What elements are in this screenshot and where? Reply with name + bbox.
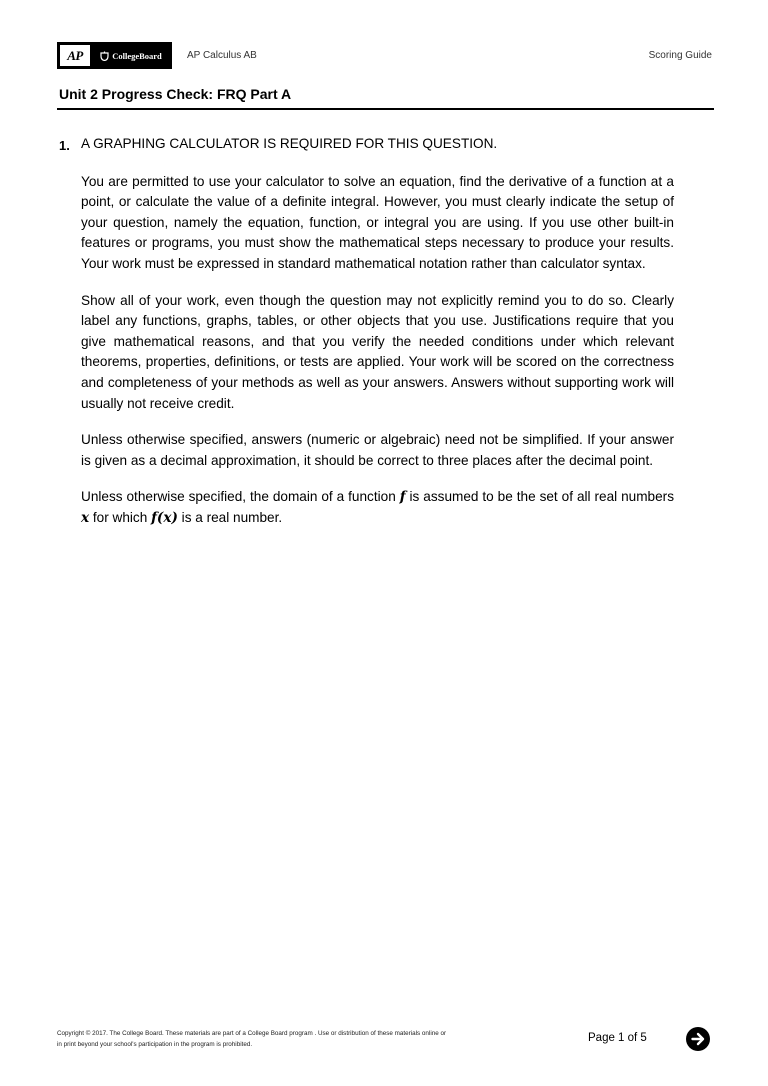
page-title: Unit 2 Progress Check: FRQ Part A <box>59 86 292 102</box>
title-divider <box>57 108 714 110</box>
copyright-line-1: Copyright © 2017. The College Board. These materials are part of a College Board program . Use or distribution of these materials online or <box>57 1030 447 1037</box>
math-f: f <box>399 489 406 506</box>
question-number: 1. <box>59 138 70 153</box>
acorn-icon <box>100 51 109 61</box>
domain-text-4: is a real number. <box>177 509 283 525</box>
scoring-guide-label: Scoring Guide <box>648 50 712 61</box>
copyright-notice <box>57 1029 487 1050</box>
domain-paragraph <box>81 487 674 528</box>
ap-college-board-logo <box>57 42 172 69</box>
calculator-paragraph: You are permitted to use your calculator to solve an equation, find the derivative of a function at a point, or calculate the value of a definite integral. However, you must clearly indicate the setup of your question, namely the equation, function, or integral you are using. If you use other built-in features or programs, you must show the mathematical steps necessary to produce your results. Your work must be expressed in standard mathematical notation rather than calculator syntax. <box>81 173 674 271</box>
arrow-right-circle-icon <box>690 1031 706 1047</box>
college-board-text: CollegeBoard <box>112 50 162 61</box>
next-page-button[interactable] <box>686 1027 710 1051</box>
show-work-paragraph: Show all of your work, even though the question may not explicitly remind you to do so. Clearly label any functions, graphs, tables, or other objects that you use. Justifications require that you give mathematical reasons, and that you verify the needed conditions under which relevant theorems, properties, definitions, or tests are applied. Your work will be scored on the correctness and completeness of your methods as well as your answers. Answers without supporting work will usually not receive credit. <box>81 292 674 411</box>
course-name: AP Calculus AB <box>187 50 257 61</box>
math-f-of-x: f(x) <box>151 509 178 526</box>
college-board-wordmark <box>90 42 172 69</box>
math-x: x <box>81 509 90 526</box>
domain-text-2: is assumed to be the set of all real numbers <box>405 489 674 505</box>
copyright-line-2: in print beyond your school's participation in the program is prohibited. <box>57 1040 253 1048</box>
calculator-instruction: A GRAPHING CALCULATOR IS REQUIRED FOR THIS QUESTION. <box>81 136 498 151</box>
question-body <box>81 134 674 545</box>
domain-text-1: Unless otherwise specified, the domain of a function <box>81 489 400 505</box>
page-number: Page 1 of 5 <box>588 1032 647 1044</box>
domain-text-3: for which <box>89 509 152 525</box>
ap-logo-mark: AP <box>60 45 90 66</box>
simplification-paragraph: Unless otherwise specified, answers (numeric or algebraic) need not be simplified. If your answer is given as a decimal approximation, it should be correct to three places after the decimal point. <box>81 432 674 468</box>
